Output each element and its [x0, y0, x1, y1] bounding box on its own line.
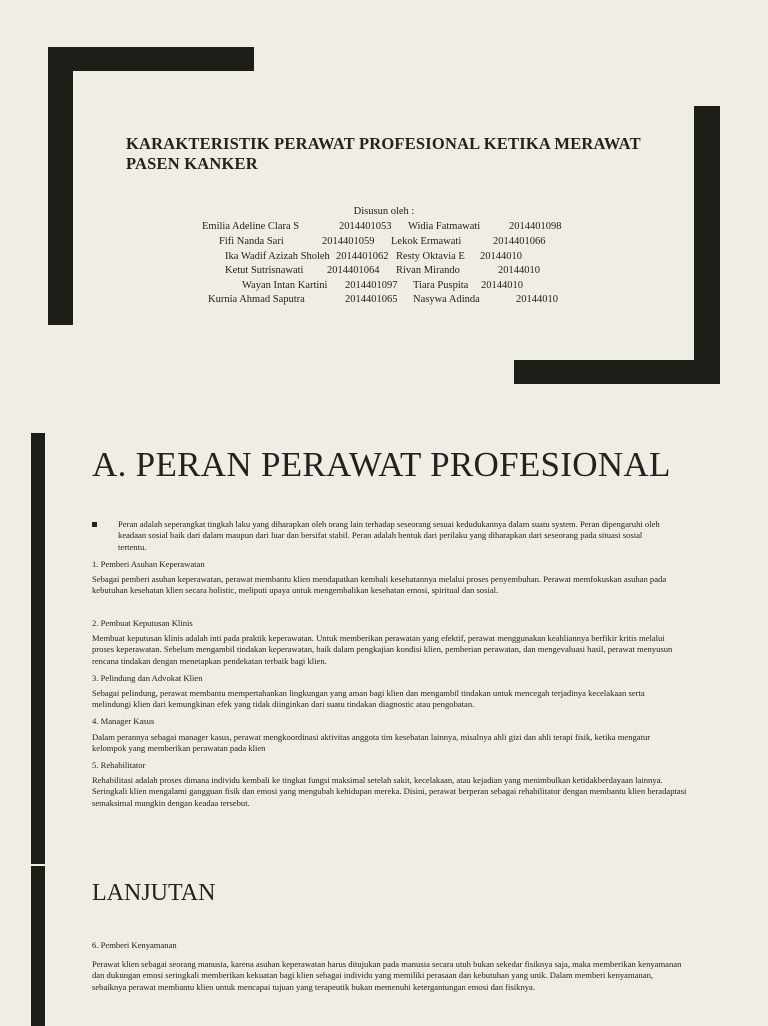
member-name: Ika Wadif Azizah Sholeh [225, 251, 330, 262]
member-nim: 2014401066 [493, 236, 546, 247]
member-name: Resty Oktavia E [396, 251, 465, 262]
item-text: Membuat keputusan klinis adalah inti pada praktik keperawatan. Untuk memberikan perawatan yang efektif, perawat menggunakan keahliannya berfikir kritis melalui proses keperawatan. Sebelum mengambil tindakan keperawatan, baik dalam pengkajian kondisi klien, pemberian perawatan, dan mengevaluasi hasil, perawat menyusun rencana tindakan dengan menetapkan pendekatan terbaik bagi klien. [92, 633, 673, 666]
item-text: Sebagai pelindung, perawat membantu mempertahankan lingkungan yang aman bagi klien dan mengambil tindakan untuk mencegah terjadinya kecelakaan serta melindungi klien dari kemungkinan efek yang tidak diinginkan dari suatu tindakan diagnostic atau pengobatan. [92, 688, 645, 710]
member-nim: 2014401053 [339, 221, 392, 232]
item-text: Sebagai pemberi asuhan keperawatan, perawat membantu klien mendapatkan kembali kesehatannya melalui proses penyembuhan. Perawat memfokuskan asuhan pada kebutuhan kesehatan klien secara holistic, meliputi upaya untuk mengembalikan kesehatan emosi, spiritual dan sosial. [92, 574, 667, 596]
slide-left-accent-bar [31, 866, 45, 1026]
frame-bar-top-left-vertical [48, 47, 73, 325]
member-name: Ketut Sutrisnawati [225, 265, 304, 276]
item-label: 1. Pemberi Asuhan Keperawatan [92, 559, 205, 569]
item-label: 4. Manager Kasus [92, 716, 155, 726]
member-nim: 2014401065 [345, 294, 398, 305]
member-name: Fifi Nanda Sari [219, 236, 284, 247]
item-text: Rehabilitasi adalah proses dimana individu kembali ke tingkat fungsi maksimal setelah sakit, kecelakaan, atau kejadian yang menimbulkan ketidakberdayaan lainnya. Seringkali klien mengalami gangguan fisik dan emosi yang mengubah kehidupan mereka. Disini, perawat berperan sebagai rehabilitator dengan membantu klien beradaptasi semaksimal mungkin dengan keadaa tersebut. [92, 775, 687, 808]
member-nim: 2014401097 [345, 280, 398, 291]
member-nim: 2014401062 [336, 251, 389, 262]
member-name: Widia Fatmawati [408, 221, 481, 232]
member-nim: 2014401059 [322, 236, 375, 247]
presentation-title: KARAKTERISTIK PERAWAT PROFESIONAL KETIKA MERAWAT PASEN KANKER [126, 134, 641, 173]
member-name: Wayan Intan Kartini [242, 280, 328, 291]
item-label: 5. Rehabilitator [92, 760, 146, 770]
item-label: 2. Pembuat Keputusan Klinis [92, 618, 193, 628]
item-label: 3. Pelindung dan Advokat Klien [92, 673, 203, 683]
member-nim: 2014401098 [509, 221, 562, 232]
member-name: Emilia Adeline Clara S [202, 221, 300, 232]
item-text: Perawat klien sebagai seorang manusia, karena asuhan keperawatan harus ditujukan pada manusia secara utuh bukan sekedar fisiknya saja, maka memberikan kenyamanan dan dukungan emosi seringkali memberikan kekuatan bagi klien sebagai individu yang memiliki perasaan dan kebutuhan yang unik. Dalam memberi kenyamanan, sebaiknya perawat membantu klien untuk mencapai tujuan yang terapeutik bukan memenuhi ketergantungan emosi dan fisiknya. [92, 959, 682, 992]
member-nim: 20144010 [481, 280, 523, 291]
frame-bar-bottom-right-vertical [694, 106, 720, 384]
member-name: Rivan Mirando [396, 265, 460, 276]
member-name: Kurnia Ahmad Saputra [208, 294, 305, 305]
member-nim: 2014401064 [327, 265, 380, 276]
item-label: 6. Pemberi Kenyamanan [92, 940, 177, 950]
frame-bar-bottom-right-horizontal [514, 360, 720, 384]
author-byline: Disusun oleh : [353, 206, 415, 217]
member-nim: 20144010 [480, 251, 522, 262]
member-nim: 20144010 [498, 265, 540, 276]
member-name: Nasywa Adinda [413, 294, 480, 305]
intro-paragraph: Peran adalah seperangkat tingkah laku yang diharapkan oleh orang lain terhadap seseorang sesuai kedudukannya dalam suatu system. Peran dipengaruhi oleh keadaan sosial baik dari dalam maupun dari luar dan bersifat stabil. Peran adalah bentuk dari perilaku yang diharapkan dari seseorang pada situasi sosial tertentu. [118, 519, 660, 552]
section-heading: LANJUTAN [92, 880, 216, 906]
member-name: Lekok Ermawati [391, 236, 462, 247]
frame-bar-top-left-horizontal [48, 47, 254, 71]
member-name: Tiara Puspita [413, 280, 469, 291]
slide-left-accent-bar [31, 433, 45, 864]
member-nim: 20144010 [516, 294, 558, 305]
section-heading: A. PERAN PERAWAT PROFESIONAL [92, 445, 671, 484]
item-text: Dalam perannya sebagai manager kasus, perawat mengkoordinasi aktivitas anggota tim kesehatan lainnya, misalnya ahli gizi dan ahli terapi fisik, ketika mengatur kelompok yang memberikan perawatan pada klien [92, 732, 651, 754]
square-bullet-icon [92, 522, 97, 527]
